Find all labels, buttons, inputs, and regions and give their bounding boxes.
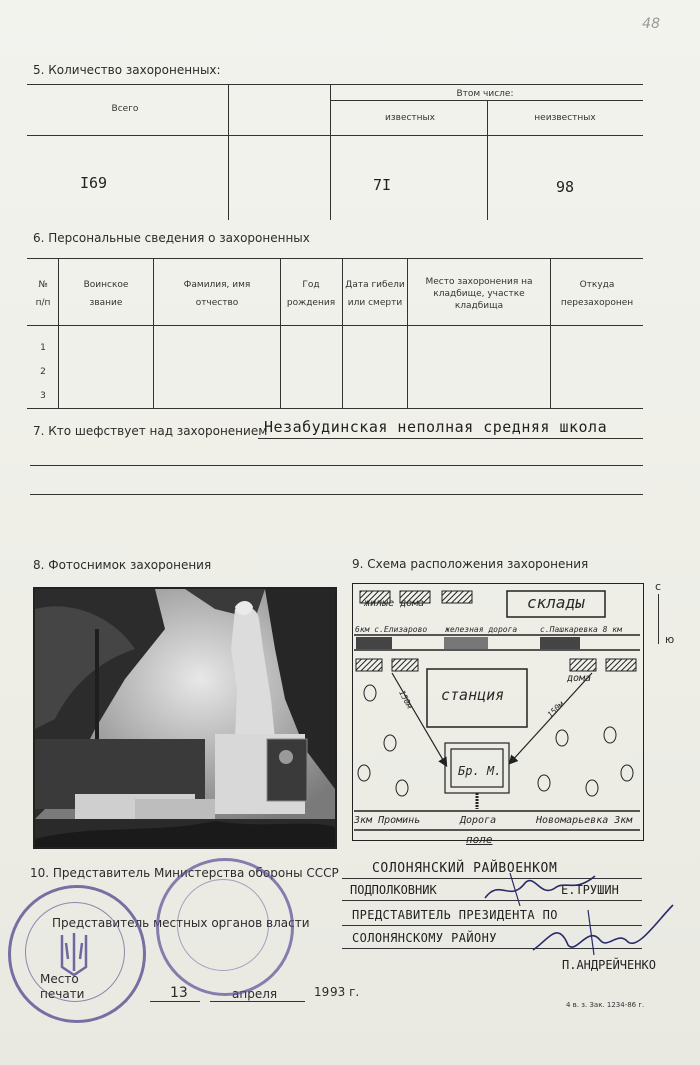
total-value: I69 [80,174,108,192]
photo-image [35,589,335,847]
burial-photo [33,587,337,849]
road-center-label: Дорога [460,815,497,826]
section5-title: 5. Количество захороненных: [33,63,221,77]
railway-left-label: 6км с.Елизарово [355,625,428,634]
row-1: 1 [40,343,46,353]
header-from: Откуда перезахоронен [560,280,634,308]
header-place: Место захоронения на кладбище, участке кладбища [425,277,533,311]
typed-line-3: ПРЕДСТАВИТЕЛЬ ПРЕЗИДЕНТА ПО [352,908,558,922]
houses-right-label: дома [567,673,592,684]
col-unknown-header: неизвестных [534,113,596,123]
header-birth: Год рождения [286,280,336,308]
print-mark: 4 в. з. Зак. 1234-86 г. [566,1001,645,1009]
typed-name-1: Е.ТРУШИН [561,883,619,897]
section9-title: 9. Схема расположения захоронения [352,557,589,571]
date-year-prefix: 19 [314,985,330,999]
row-2: 2 [40,367,46,377]
col-known-header: известных [385,113,435,123]
road-right-label: Новомарьевка 3км [536,815,633,826]
railway-right-label: с.Пашкаревка 8 км [540,625,622,634]
north-label: с [655,580,662,593]
section6-title: 6. Персональные сведения о захороненных [33,231,310,245]
seal-stamp-left [8,885,146,1023]
grave-label: Бр. М. [458,764,502,778]
railway [354,635,640,650]
scheme-drawing [352,583,646,843]
typed-name-2: П.АНДРЕЙЧЕНКО [562,958,656,972]
trident-icon [8,885,140,1017]
section7-title: 7. Кто шефствует над захоронением [33,424,268,438]
south-label: ю [665,633,675,646]
dist-left-label: 150м [397,688,415,711]
arrow-left [392,673,446,765]
section10-title: 10. Представитель Министерства обороны СССР [30,866,339,880]
date-month: апреля [232,987,278,1001]
seal-stamp-right [156,858,294,996]
patron-value: Незабудинская неполная средняя школа [264,418,608,436]
local-rep-label: Представитель местных органов власти [52,916,310,930]
section8-title: 8. Фотоснимок захоронения [33,558,212,572]
railway-center-label: железная дорога [445,625,518,634]
header-death: Дата гибели или смерти [345,280,405,308]
col-including-header: Втом числе: [456,89,514,99]
typed-line-4: СОЛОНЯНСКОМУ РАЙОНУ [352,931,497,945]
col-total-header: Всего [111,104,139,114]
dist-right-label: 150м [545,699,566,720]
warehouses-label: склады [527,593,585,612]
known-value: 7I [373,176,392,194]
header-name: Фамилия, имя отчество [183,280,251,308]
field-label: поле [466,833,493,846]
seal-label: печати [40,987,85,1001]
header-num: № п/п [35,280,51,308]
signature-2 [528,900,678,960]
houses-top-label: жилые дома [364,598,425,609]
row-3: 3 [40,391,46,401]
date-year-suffix: 93 г. [330,985,360,999]
page-number: 48 [642,16,660,32]
typed-line-1: СОЛОНЯНСКИЙ РАЙВОЕНКОМ [372,861,558,876]
station-label: станция [441,686,505,704]
road-left-label: 3км Проминь [354,815,421,826]
date-day: 13 [170,985,188,1001]
compass-line [658,594,659,644]
unknown-value: 98 [556,178,575,196]
seal-place-label: Место [40,972,79,986]
header-rank: Воинское звание [83,280,129,308]
typed-line-2: ПОДПОЛКОВНИК [350,883,437,897]
